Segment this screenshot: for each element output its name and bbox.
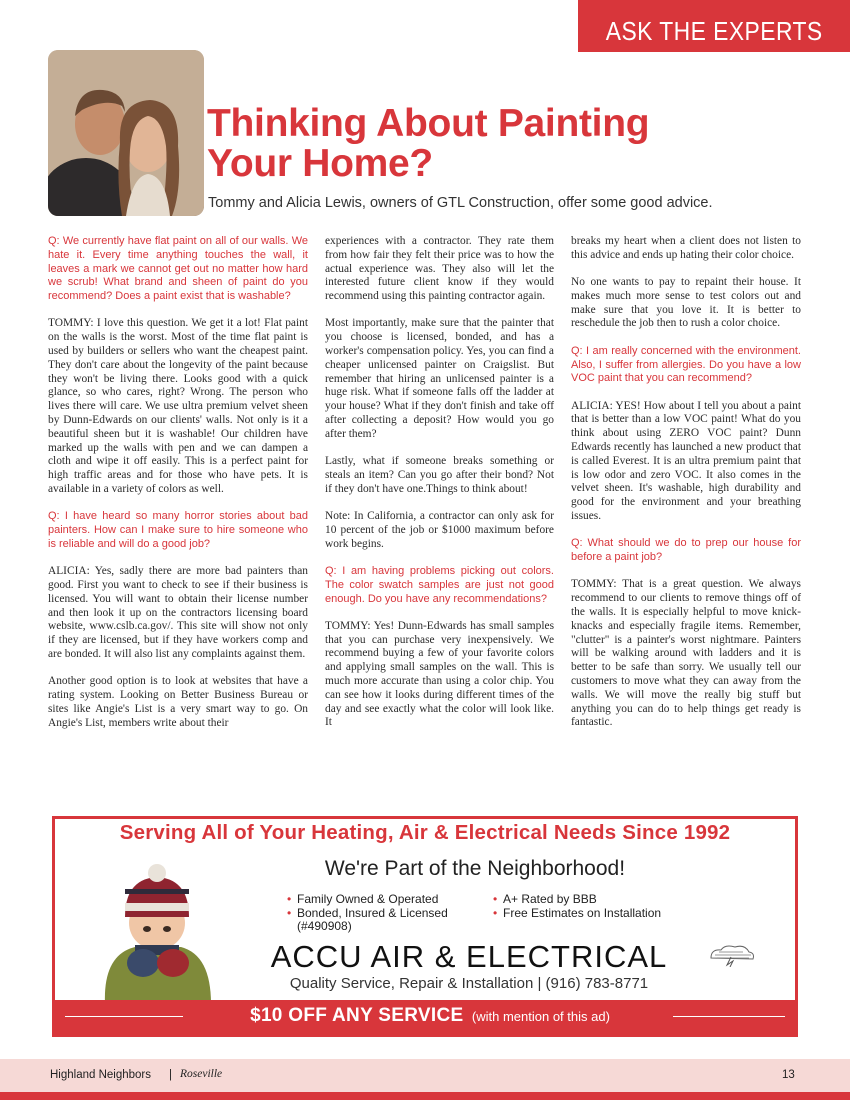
- publication-name: Highland Neighbors: [50, 1069, 152, 1081]
- question-paragraph: Q: We currently have flat paint on all of our walls. We hate it. Every time anything touches the wall, it leaves a mark we cannot get out no matter how hard we scrub! What brand and sheen of paint do you recommend? Does a paint exist that is washable?: [48, 235, 308, 303]
- answer-paragraph: TOMMY: I love this question. We get it a lot! Flat paint on the walls is the worst. Most of the time flat paint is used by builders or sellers who want the cheapest paint. They don't care about the longevity of the paint because they won't be living there. Looks good with a quick glance, so who cares, right? Wrong. The person who lives there will care. We use ultra premium velvet sheen by Dunn-Edwards on our clients' walls. Not only is it a beautiful sheen but it is washable! Our children have marked up the walls with pen and we can dampen a cloth and wipe it off easily. This is a perfect paint for high traffic areas and for those who have pets. It is available in a variety of colors as well.: [48, 317, 308, 496]
- page-footer: [0, 1059, 850, 1092]
- article-column-1: [48, 235, 308, 744]
- answer-paragraph: ALICIA: YES! How about I tell you about a paint that is better than a low VOC paint! What do you think about using ZERO VOC paint? Dunn Edwards recently has launched a new product that is called Everest. It is an ultra premium paint that is low odor and zero VOC. It also comes in the velvet sheen. It's washable, high durability and good for the environment and your breathing issues.: [571, 399, 801, 523]
- answer-paragraph: Another good option is to look at websites that have a rating system. Looking on Better Business Bureau or sites like Angie's List is a very smart way to go. On Angie's List, members write about their: [48, 675, 308, 729]
- ad-features-right: [493, 893, 673, 920]
- answer-paragraph: TOMMY: Yes! Dunn-Edwards has small samples that you can purchase very inexpensively. We recommend buying a few of your favorite colors and applying small samples on the wall. This is much more accurate than using a color chip. You can see how it looks during different times of the day and see exactly what the color will look like. It: [325, 619, 554, 729]
- coupon-note: (with mention of this ad): [471, 1009, 610, 1024]
- ad-brand-name: ACCU AIR & ELECTRICAL: [270, 939, 668, 974]
- footer-separator: |: [169, 1069, 172, 1081]
- advertisement: [52, 816, 798, 1037]
- coupon-rule: [673, 1016, 785, 1017]
- ad-features-left: [287, 893, 487, 934]
- ad-coupon-banner: [55, 1000, 795, 1034]
- author-photo: [48, 50, 204, 216]
- section-label: ASK THE EXPERTS: [578, 0, 850, 52]
- answer-paragraph: Note: In California, a contractor can only ask for 10 percent of the job or $1000 maximum before work begins.: [325, 510, 554, 550]
- article-title: Thinking About Painting Your Home?: [207, 102, 650, 185]
- answer-paragraph: experiences with a contractor. They rate them from how fair they felt their price was to how the actual experience was. They also will let the interested future client know if they would recommend using this painting contractor again.: [325, 235, 554, 303]
- answer-paragraph: ALICIA: Yes, sadly there are more bad painters than good. First you want to check to see if their business is licensed. You will want to obtain their license number and then look it up on the contractors licensing board website, www.cslb.ca.gov/. This site will show not only if they are licensed, but if they have workers comp and are bonded. It will also list any complaints against them.: [48, 565, 308, 661]
- question-paragraph: Q: I am having problems picking out colors. The color swatch samples are just not good enough. Do you have any recommendations?: [325, 564, 554, 605]
- answer-paragraph: No one wants to pay to repaint their house. It makes much more sense to test colors out and make sure that you love it. It is better to reschedule the job then to rush a color choice.: [571, 276, 801, 330]
- feature-item: • Family Owned & Operated: [287, 893, 487, 907]
- coupon-rule: [65, 1016, 183, 1017]
- question-paragraph: Q: I have heard so many horror stories about bad painters. How can I make sure to hire someone who is reliable and will do a good job?: [48, 510, 308, 550]
- ad-service-line: Quality Service, Repair & Installation | (916) 783-8771: [289, 975, 649, 992]
- page-number: 13: [782, 1069, 795, 1081]
- city-logo: Roseville: [180, 1068, 223, 1080]
- ad-child-photo: [85, 859, 235, 1004]
- question-paragraph: Q: What should we do to prep our house for before a paint job?: [571, 537, 801, 564]
- question-paragraph: Q: I am really concerned with the environment. Also, I suffer from allergies. Do you have a low VOC paint that you can recommend?: [571, 344, 801, 385]
- footer-accent-bar: [0, 1092, 850, 1100]
- coupon-text: [195, 1005, 665, 1027]
- feature-item: • Free Estimates on Installation: [493, 907, 673, 921]
- feature-item: • A+ Rated by BBB: [493, 893, 673, 907]
- answer-paragraph: Most importantly, make sure that the painter that you choose is licensed, bonded, and has a worker's compensation policy. Yes, you can find a cheaper unlicensed painter on Craigslist. But remember that hiring an unlicensed painter is a huge risk. What if someone falls off the ladder at your house? What if they don't finish and take off after collecting a deposit? How would you go after them?: [325, 317, 554, 440]
- coupon-offer: $10 OFF ANY SERVICE: [250, 1005, 464, 1026]
- ad-headline: Serving All of Your Heating, Air & Electrical Needs Since 1992: [119, 821, 731, 844]
- feature-item: • Bonded, Insured & Licensed (#490908): [287, 907, 487, 934]
- answer-paragraph: breaks my heart when a client does not listen to this advice and ends up hating their color choice.: [571, 235, 801, 261]
- article-column-3: [571, 235, 801, 744]
- article-column-2: [325, 235, 554, 744]
- article-subtitle: Tommy and Alicia Lewis, owners of GTL Construction, offer some good advice.: [208, 195, 713, 211]
- ad-tagline: We're Part of the Neighborhood!: [324, 857, 626, 880]
- answer-paragraph: TOMMY: That is a great question. We always recommend to our clients to remove things off of the walls. It is especially helpful to move knick-knacks and especially fragile items. Remember, "clutter" is a painter's worst nightmare. Painters will be walking around with ladders and it is better to be safe than sorry. We usually tell our customers to move what they can away from the walls. We will move the really big stuff but anything you can do to help things get ready is fantastic.: [571, 578, 801, 729]
- answer-paragraph: Lastly, what if someone breaks something or steals an item? Can you go after their bond? Not if they don't have one.Things to think about!: [325, 455, 554, 495]
- lightning-cloud-icon: [707, 943, 757, 967]
